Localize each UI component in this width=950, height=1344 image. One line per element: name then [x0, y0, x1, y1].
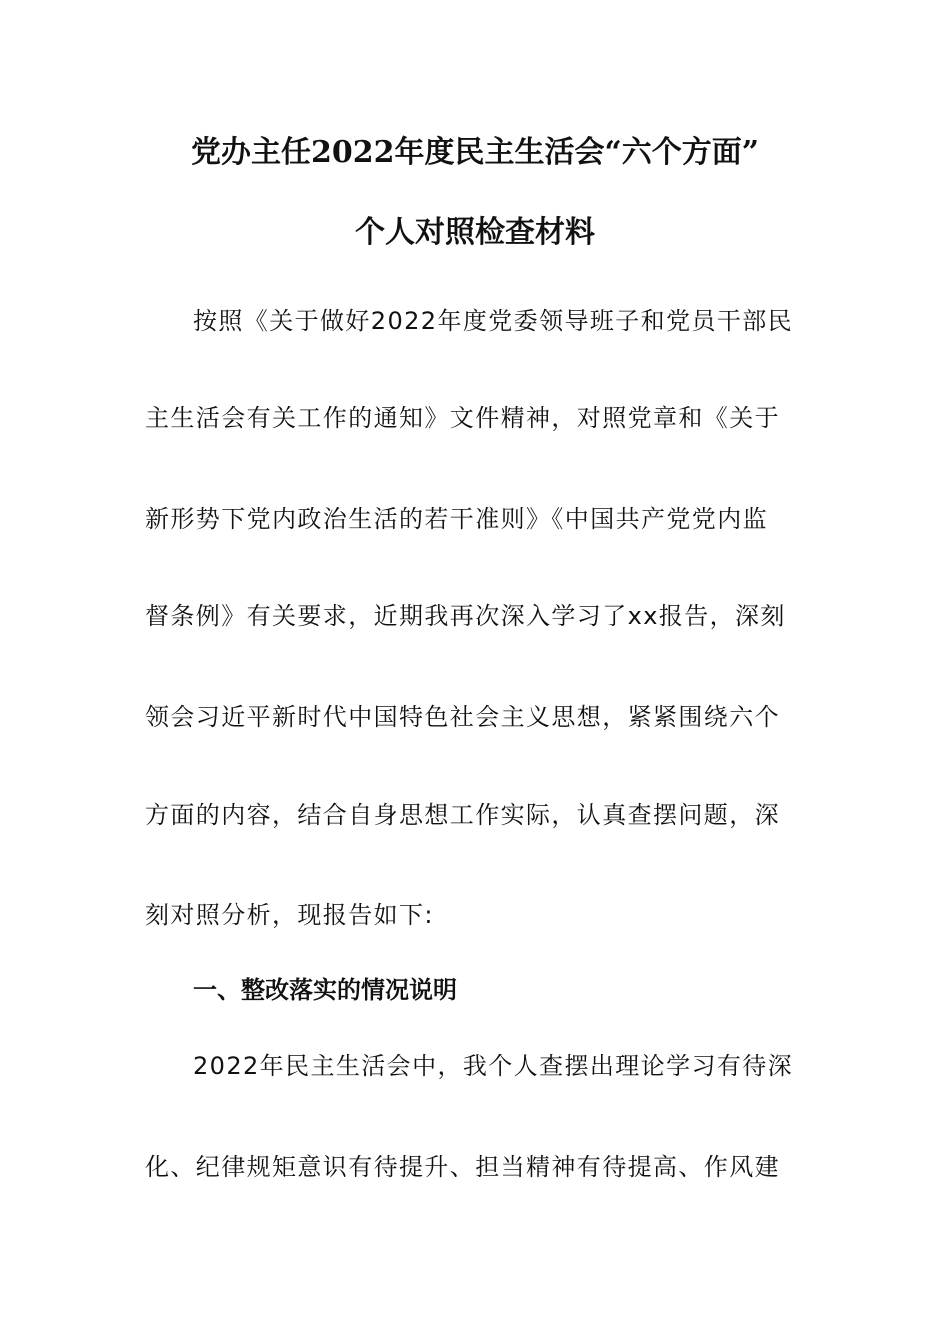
paragraph-1-line-3: 新形势下党内政治生活的若干准则》《中国共产党党内监 [145, 505, 768, 533]
paragraph-1-line-4: 督条例》有关要求，近期我再次深入学习了xx报告，深刻 [145, 602, 786, 630]
paragraph-2-line-2: 化、纪律规矩意识有待提升、担当精神有待提高、作风建 [145, 1153, 780, 1181]
section-1-heading: 一、整改落实的情况说明 [193, 976, 457, 1004]
paragraph-1-line-2: 主生活会有关工作的通知》文件精神，对照党章和《关于 [145, 404, 780, 432]
paragraph-1-line-7: 刻对照分析，现报告如下: [145, 901, 434, 929]
paragraph-1-line-6: 方面的内容，结合自身思想工作实际，认真查摆问题，深 [145, 801, 780, 829]
document-title-line-1: 党办主任2022年度民主生活会“六个方面” [190, 135, 759, 170]
paragraph-1-line-1: 按照《关于做好2022年度党委领导班子和党员干部民 [193, 307, 794, 335]
paragraph-2-line-1: 2022年民主生活会中，我个人查摆出理论学习有待深 [193, 1052, 794, 1080]
paragraph-1-line-5: 领会习近平新时代中国特色社会主义思想，紧紧围绕六个 [145, 703, 780, 731]
document-title-line-2: 个人对照检查材料 [355, 215, 595, 250]
